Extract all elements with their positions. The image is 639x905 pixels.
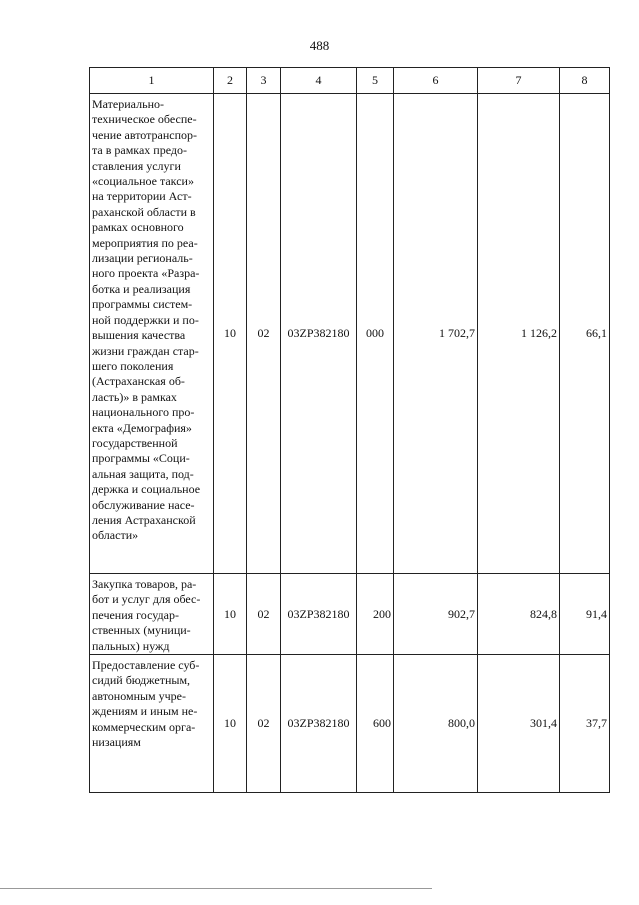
page-number: 488 <box>309 38 330 53</box>
description-line: Материально- <box>92 97 164 111</box>
subsection-code: 02 <box>247 574 281 655</box>
table-row <box>90 574 610 655</box>
row-description <box>90 574 214 655</box>
executed-amount: 824,8 <box>478 574 560 655</box>
column-header: 4 <box>281 68 357 94</box>
description-line: ботка и реализация <box>92 281 191 296</box>
description-line: ственных (муници- <box>92 623 191 638</box>
description-line: техническое обеспе- <box>92 112 197 127</box>
expense-type-code: 000 <box>357 94 394 574</box>
expense-type-code: 200 <box>357 574 394 655</box>
table-row <box>90 655 610 793</box>
executed-amount: 301,4 <box>478 655 560 793</box>
description-line: екта «Демография» <box>92 420 192 435</box>
planned-amount: 800,0 <box>394 655 478 793</box>
description-line: держка и социальное <box>92 482 201 497</box>
column-header: 8 <box>560 68 610 94</box>
subsection-code: 02 <box>247 655 281 793</box>
description-line: ждениям и иным не- <box>92 704 198 719</box>
bottom-scan-line <box>0 888 432 889</box>
description-line: сидий бюджетным, <box>92 673 191 688</box>
target-article-code: 03ZP382180 <box>281 574 357 655</box>
description-line: та в рамках предо- <box>92 143 187 158</box>
description-line: чение автотранспор- <box>92 127 198 142</box>
description-line: обслуживание насе- <box>92 497 195 512</box>
description-line: национального про- <box>92 405 195 420</box>
description-line: на территории Аст- <box>92 189 192 204</box>
description-line: раханской области в <box>92 204 196 219</box>
planned-amount: 1 702,7 <box>394 94 478 574</box>
execution-percent: 37,7 <box>560 655 610 793</box>
row-description <box>90 94 214 574</box>
description-line: государственной <box>92 435 178 450</box>
budget-table <box>89 67 610 793</box>
description-line: Предоставление суб- <box>92 658 200 673</box>
column-header: 2 <box>214 68 247 94</box>
execution-percent: 66,1 <box>560 94 610 574</box>
description-line: вышения качества <box>92 328 186 343</box>
description-line: программы систем- <box>92 297 193 312</box>
header-row <box>90 68 610 94</box>
target-article-code: 03ZP382180 <box>281 655 357 793</box>
description-line: печения государ- <box>92 607 179 622</box>
description-line: программы «Соци- <box>92 451 190 466</box>
column-header: 3 <box>247 68 281 94</box>
section-code: 10 <box>214 94 247 574</box>
expense-type-code: 600 <box>357 655 394 793</box>
section-code: 10 <box>214 655 247 793</box>
section-code: 10 <box>214 574 247 655</box>
execution-percent: 91,4 <box>560 574 610 655</box>
description-line: ласть)» в рамках <box>92 389 177 404</box>
description-line: ной поддержки и по- <box>92 312 199 327</box>
column-header: 6 <box>394 68 478 94</box>
column-header: 7 <box>478 68 560 94</box>
column-header: 1 <box>90 68 214 94</box>
description-line: коммерческим орга- <box>92 719 196 734</box>
description-line: бот и услуг для обес- <box>92 592 201 607</box>
column-header: 5 <box>357 68 394 94</box>
description-line: низациям <box>92 735 141 750</box>
description-line: пальных) нужд <box>92 638 170 653</box>
subsection-code: 02 <box>247 94 281 574</box>
description-line: ления Астраханской <box>92 512 196 527</box>
description-line: Закупка товаров, ра- <box>92 577 197 591</box>
executed-amount: 1 126,2 <box>478 94 560 574</box>
description-line: рамках основного <box>92 220 184 235</box>
description-line: автономным учре- <box>92 688 187 703</box>
description-line: области» <box>92 528 139 543</box>
row-description <box>90 655 214 793</box>
description-line: мероприятия по реа- <box>92 235 198 250</box>
description-line: ставления услуги <box>92 158 181 173</box>
description-line: ного проекта «Разра- <box>92 266 200 281</box>
description-line: альная защита, под- <box>92 466 194 481</box>
description-line: лизации региональ- <box>92 251 193 266</box>
description-line: (Астраханская об- <box>92 374 185 389</box>
target-article-code: 03ZP382180 <box>281 94 357 574</box>
planned-amount: 902,7 <box>394 574 478 655</box>
table-row <box>90 94 610 574</box>
description-line: шего поколения <box>92 358 174 373</box>
description-line: жизни граждан стар- <box>92 343 199 358</box>
description-line: «социальное такси» <box>92 174 194 189</box>
